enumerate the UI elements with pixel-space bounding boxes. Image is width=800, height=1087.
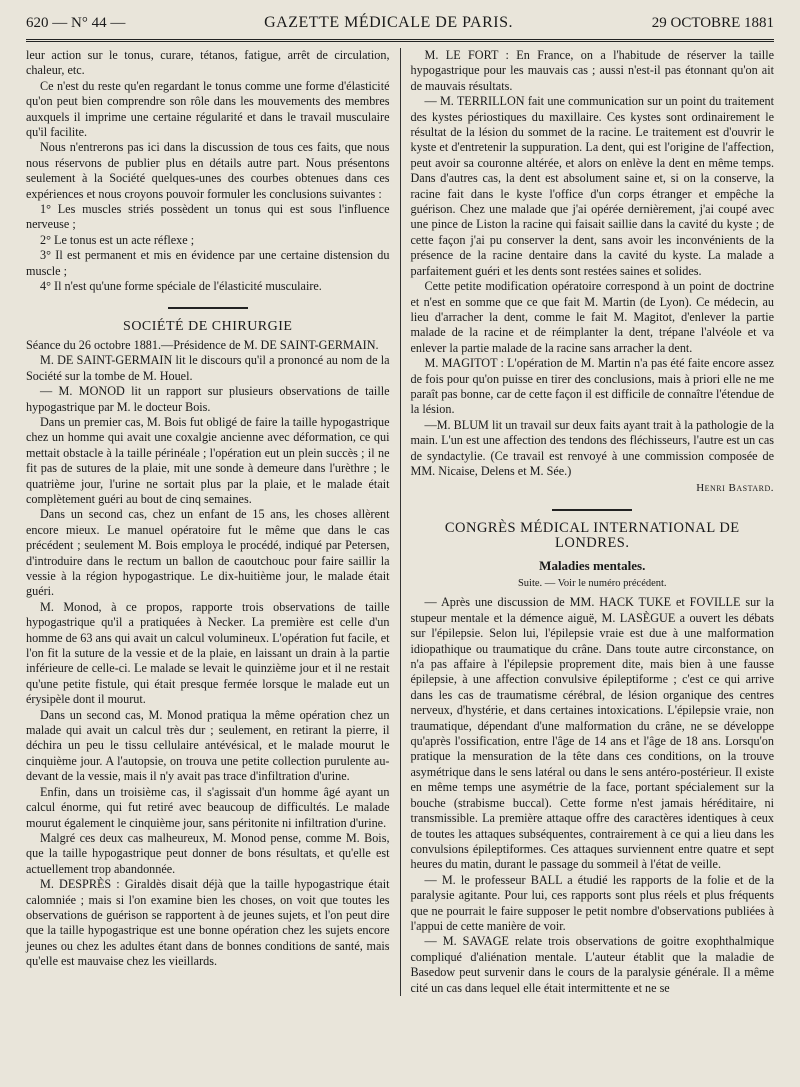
paragraph: — M. SAVAGE relate trois observations de goitre exophthalmique compliqué d'aliénation mentale. L'auteur établit que la maladie de Basedow peut survenir dans le cours de la paralysie générale. Il a même cité un cas dans lequel elle était intermittente et ne se [410, 934, 774, 995]
conclusion-item: 4° Il n'est qu'une forme spéciale de l'élasticité musculaire. [40, 279, 322, 294]
paragraph: Enfin, dans un troisième cas, il s'agissait d'un homme âgé ayant un calcul énorme, qui fut retiré avec beaucoup de difficultés. Le malade mourut également le cinquième jour, sans péritonite ni infiltration d'urine. [26, 784, 390, 830]
section-divider [552, 509, 632, 511]
paragraph: Nous n'entrerons pas ici dans la discussion de tous ces faits, que nous nous réservons de publier plus en détails autre part. Nous présentons seulement à la Société quelques-unes des courbes obtenues dans ces expériences et nous croyons pouvoir formuler les conclusions suivantes : [26, 140, 390, 201]
paragraph: — Après une discussion de MM. HACK TUKE et FOVILLE sur la stupeur mentale et la démence aiguë, M. LASÈGUE a ouvert les débats sur l'épilepsie. Selon lui, l'épilepsie vraie est due à une malformation idiopathique ou traumatique du crâne. Dans toute autre circonstance, on n'a pas affaire à l'épilepsie proprement dite, mais bien à une fausse épilepsie, à une affection convulsive épileptiforme ; c'est ce qui arrive dans les cas de traumatisme cérébral, de lésion organique des centres nerveux, d'hystérie, et dans certaines intoxications. L'épilepsie vraie, non traumatique, dépendant d'une malformation du crâne, ne se développe qu'après l'ossification, entre l'âge de 14 ans et l'âge de 18 ans. Lorsqu'on pratique la mensuration de la tête dans ces conditions, on la trouve asymétrique dans le sens latéral ou dans le sens antéro-postérieur. Il existe en même temps une asymétrie de la face, portant spécialement sur la bouche (strabisme buccal). Cette forme n'est jamais héréditaire, ni transmissible. La première attaque offre des caractères identiques à ceux de toutes les attaques subséquentes, contrairement à ce qui a lieu dans les convulsions épileptiformes. Ces attaques surviennent entre quatre et sept heures du matin, durant le passage du sommeil à l'état de veille. [410, 595, 774, 872]
author-signature: Henri Bastard. [696, 482, 774, 495]
journal-title: GAZETTE MÉDICALE DE PARIS. [264, 14, 513, 31]
text-columns [26, 48, 774, 996]
paragraph: leur action sur le tonus, curare, tétanos, fatigue, arrêt de circulation, chaleur, etc. [26, 48, 390, 78]
paragraph: — M. le professeur BALL a étudié les rapports de la folie et de la paralysie agitante. Pour lui, ces rapports sont plus réels et plus fréquents que ne pourrait le faire supposer le petit nombre d'observations publiées à l'appui de cette manière de voir. [410, 872, 774, 933]
header-rule [26, 39, 774, 42]
subsection-title: Maladies mentales. [539, 557, 646, 573]
paragraph: M. Monod, à ce propos, rapporte trois observations de taille hypogastrique qu'il a pratiquées à Necker. La première est celle d'un homme de 63 ans qui avait un calcul volumineux. L'opération fut facile, et l'on fit la suture de la vessie et de la plaie, en laissant un drain à la partie inférieure de celle-ci. Le malade se levait le quinzième jour et il ne restait qu'une petite fistule, qui était presque fermée lorsque le malade eut un érysipèle dont il mourut. [26, 599, 390, 707]
paragraph: — M. MONOD lit un rapport sur plusieurs observations de taille hypogastrique par M. le docteur Bois. [26, 384, 390, 414]
right-column [401, 48, 775, 996]
paragraph: — M. TERRILLON fait une communication sur un point du traitement des kystes périostiques du maxillaire. Ces kystes sont ordinairement le résultat de la lésion du sommet de la racine. Le traitement est d'ouvrir le kyste et d'entretenir la suppuration. La dent, qui est l'origine de l'affection, peut avoir sa couronne altérée, et alors on enlève la dent en même temps. Dans d'autres cas, la dent est absolument saine et, si on la conserve, la racine fait dans le kyste l'office d'un corps étranger et empêche la guérison. Chez une malade que j'ai opérée dernièrement, j'ai coupé avec une pince de Liston la racine qui faisait saillie dans la cavité du kyste ; de cette façon j'ai pu conserver la dent, sans avoir les inconvénients de la présence de la racine dentaire dans la cavité du kyste. La malade a parfaitement guéri et les dents sont restées saines et solides. [410, 94, 774, 278]
continuation-note: Suite. — Voir le numéro précédent. [517, 578, 667, 589]
section-divider [168, 307, 248, 309]
section-title: SOCIÉTÉ DE CHIRURGIE [123, 318, 293, 334]
conclusion-item: 2° Le tonus est un acte réflexe ; [40, 232, 195, 247]
paragraph: Malgré ces deux cas malheureux, M. Monod pense, comme M. Bois, que la taille hypogastrique peut donner de bons résultats, et qu'elle est actuellement trop abandonnée. [26, 830, 390, 876]
paragraph: M. LE FORT : En France, on a l'habitude de réserver la taille hypogastrique pour les mauvais cas ; aussi n'est-il pas étonnant qu'on ait de mauvais résultats. [410, 48, 774, 93]
conclusion-item: 3° Il est permanent et mis en évidence par une certaine distension du muscle ; [26, 248, 390, 278]
session-line: Séance du 26 octobre 1881.—Présidence de M. DE SAINT-GERMAIN. [26, 337, 379, 352]
page-number: 620 — N° 44 — [26, 15, 126, 31]
paragraph: M. DE SAINT-GERMAIN lit le discours qu'il a prononcé au nom de la Société sur la tombe de M. Houel. [26, 353, 390, 383]
issue-date: 29 OCTOBRE 1881 [651, 15, 774, 31]
paragraph: Dans un second cas, chez un enfant de 15 ans, les choses allèrent encore mieux. Le manuel opératoire fut le même que dans le cas précédent ; seulement M. Bois employa le procédé, indiqué par Petersen, d'introduire dans le rectum un ballon de caoutchouc pour faire saillir la vessie à la région hypogastrique. Le dix-huitième jour, le malade était guéri. [26, 507, 390, 599]
paragraph: Cette petite modification opératoire correspond à un point de doctrine et n'est en somme que ce que fait M. Martin (de Lyon). Ce médecin, au lieu d'arracher la dent, comme le fait M. Magitot, d'enlever la partie malade de la racine et de réimplanter la dent, trépane l'alvéole et va enlever la partie malade de la racine sans arracher la dent. [410, 279, 774, 355]
paragraph: Ce n'est du reste qu'en regardant le tonus comme une forme d'élasticité qu'on peut bien comprendre son rôle dans les mouvements des membres auxquels il imprime une certaine régularité et dans le travail musculaire qu'il facilite. [26, 78, 390, 140]
paragraph: —M. BLUM lit un travail sur deux faits ayant trait à la pathologie de la main. L'un est une affection des tendons des fléchisseurs, l'autre est un cas de syndactylie. (Ce travail est renvoyé à une commission composée de MM. Nicaise, Delens et M. Sée.) [410, 417, 774, 478]
paragraph: Dans un premier cas, M. Bois fut obligé de faire la taille hypogastrique chez un homme qui avait une coxalgie ancienne avec déformation, ce qui mettait obstacle à la taille périnéale ; l'opération eut un plein succès ; il ne fit pas de sutures de la plaie, mit une sonde à demeure dans l'urèthre ; le quatrième jour, l'urine ne sortait plus par la plaie, et le malade était complètement guéri au bout de cinq semaines. [26, 414, 390, 506]
section-title: CONGRÈS MÉDICAL INTERNATIONAL DE LONDRES. [444, 519, 740, 552]
conclusion-item: 1° Les muscles striés possèdent un tonus qui est sous l'influence nerveuse ; [26, 202, 390, 232]
left-column [26, 48, 401, 996]
paragraph: M. DESPRÈS : Giraldès disait déjà que la taille hypogastrique était calomniée ; mais si l'on examine bien les choses, on voit que toutes les observations de guérison se rapportent à de jeunes sujets, et l'on peut dire que la taille hypogastrique est une bonne opération chez les sujets encore jeunes ou chez les adultes étant dans de bonnes conditions de santé, mais qu'elle est mauvaise chez les vieillards. [26, 877, 390, 969]
page-header [26, 14, 774, 36]
paragraph: Dans un second cas, M. Monod pratiqua la même opération chez un malade qui avait un calcul très dur ; seulement, en retirant la pierre, il déchira un peu le tissu cellulaire antévésical, et le malade mourut le cinquième jour. A l'autopsie, on trouva une petite collection purulente au-devant de la vessie, mais il n'y avait pas trace d'infiltration d'urine. [26, 707, 390, 784]
paragraph: M. MAGITOT : L'opération de M. Martin n'a pas été faite encore assez de fois pour qu'on puisse en tirer des conclusions, mais à priori elle ne me paraît pas bonne, car de cette façon il est difficile de connaître l'étendue de la lésion. [410, 356, 774, 417]
